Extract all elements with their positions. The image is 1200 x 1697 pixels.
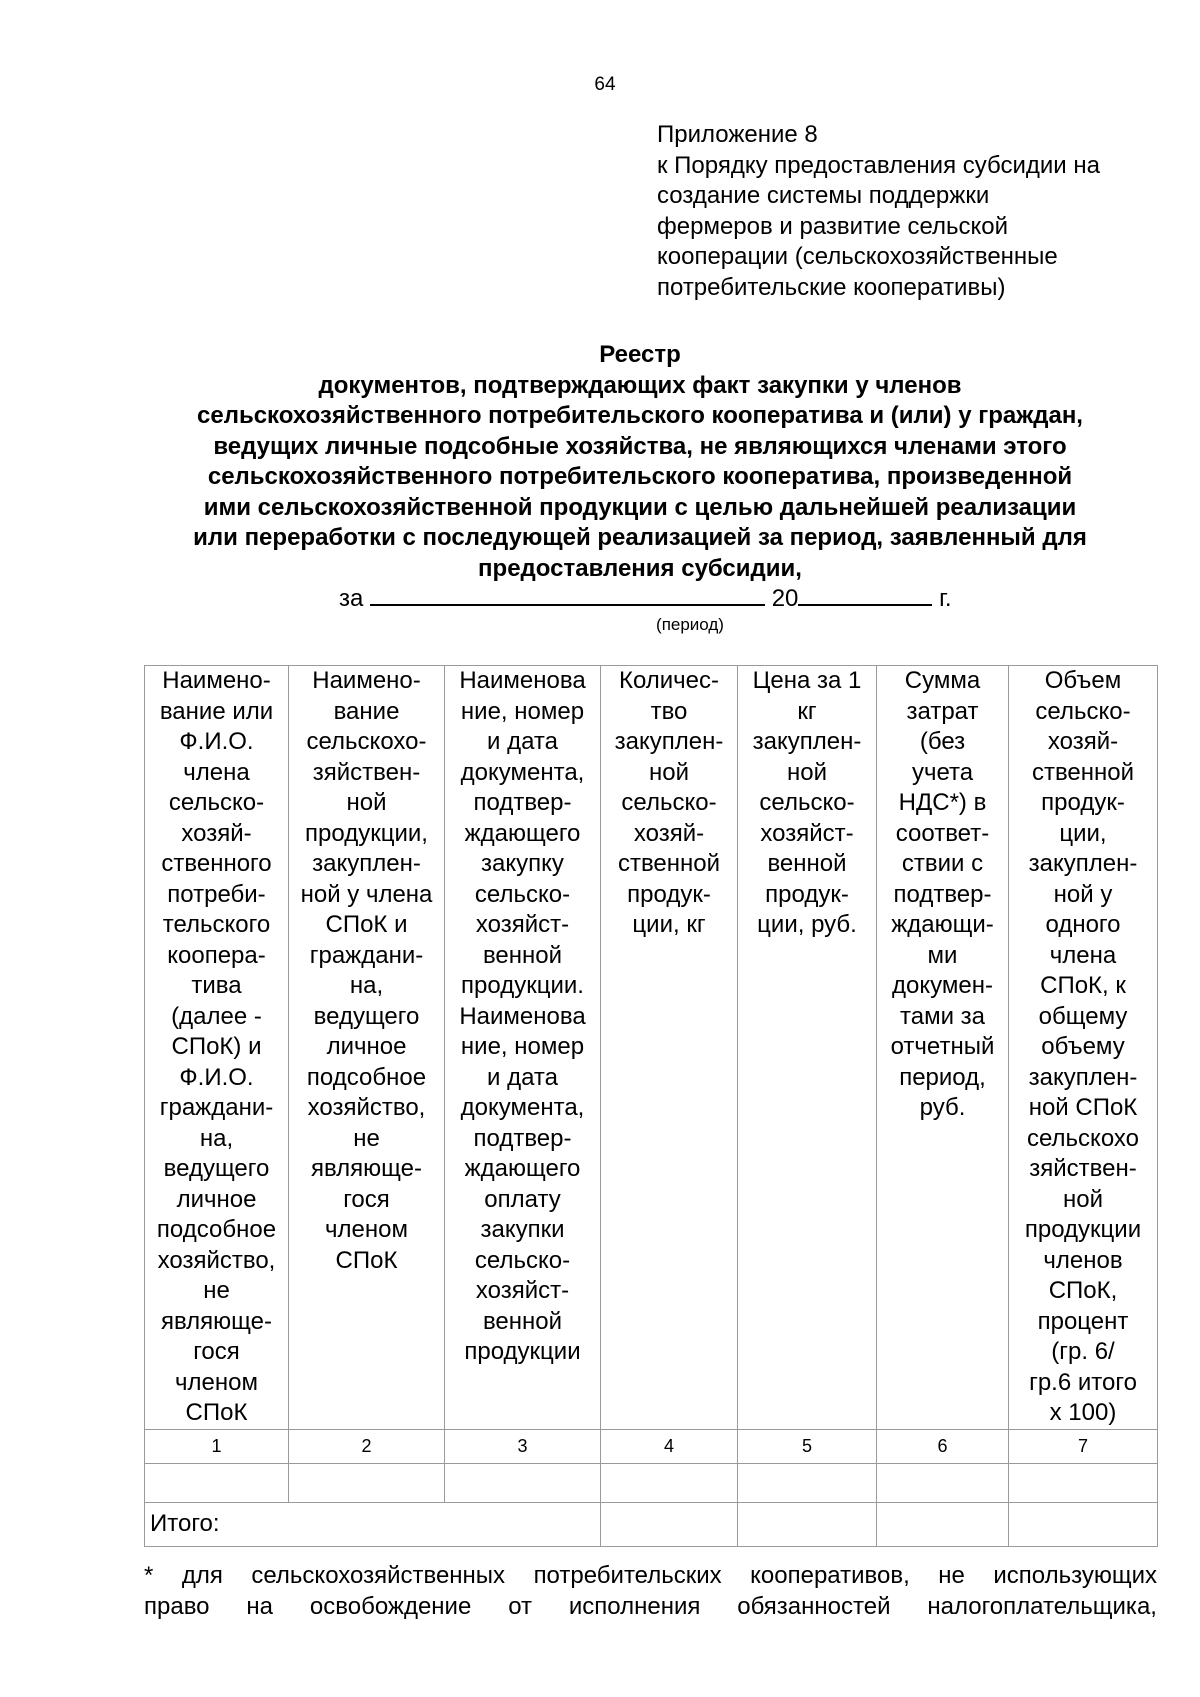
footnote-word: от [508,1593,532,1620]
column-header-line: докумен- [892,972,993,999]
column-header-line: продук- [765,880,849,908]
table-cell[interactable] [289,1463,445,1502]
column-header-line: сельско- [759,789,855,816]
column-header-line: тво [650,697,688,725]
column-header-line: венной [482,941,563,969]
column-header-line: ной [648,758,689,786]
column-header-line: СПоК [335,1246,398,1274]
column-header [877,666,1009,1430]
column-header-line: ние, номер [460,697,585,725]
period-line [339,582,952,614]
column-header-line: ственной [1031,758,1135,786]
footnote-word: не [938,1562,965,1589]
column-header [601,666,738,1430]
appendix-line: к Порядку предоставления субсидии на [657,151,1100,179]
footnote-word: на [246,1593,274,1620]
column-header-line: хозяй- [633,819,705,847]
total-row [145,1502,1158,1546]
year-blank[interactable] [798,582,932,606]
column-header-line: члена [183,758,250,786]
column-header-line: общему [1038,1002,1128,1030]
column-header-line: х 100) [1049,1399,1117,1426]
table-cell[interactable] [601,1463,738,1502]
column-header-line: одного [1045,911,1121,938]
column-header-line: период, [899,1063,986,1091]
title-line: сельскохозяйственного потребительского кооператива и (или) у граждан, [197,402,1083,429]
footnote-word: использующих [993,1562,1157,1589]
column-header-line: ждающего [464,819,581,847]
column-header-line: закупку [481,850,564,877]
page-number: 64 [594,74,616,95]
period-suffix: г. [939,585,952,612]
column-header-line: ной [786,758,827,786]
footnote-word: налогоплательщика, [927,1593,1157,1620]
footnote-word: для [181,1562,223,1589]
column-header-line: подтвер- [473,789,572,816]
column-header-line: учета [911,758,974,786]
column-header-line: потреби- [167,880,266,908]
column-header-line: хозяйство, [307,1094,426,1121]
column-header [145,666,289,1430]
column-header-line: Ф.И.О. [179,728,254,755]
column-header-line: Ф.И.О. [179,1063,254,1091]
column-header-line: закуплен- [1028,1063,1138,1091]
column-header-line: оплату [484,1185,561,1213]
column-number: 5 [738,1429,877,1463]
column-header-line: ции, кг [632,911,706,938]
column-header-line: Наимено- [162,667,271,694]
footnote-word: право [144,1593,210,1620]
column-header-line: продукции. [461,972,584,999]
column-header-line: ждающи- [891,911,994,938]
column-header-line: СПоК [185,1399,248,1426]
column-header-line: ведущего [313,1002,420,1030]
total-cell[interactable] [1009,1502,1158,1546]
column-header-line: ной [346,789,387,816]
appendix-line: фермеров и развитие сельской [657,212,1009,240]
column-header [1009,666,1158,1430]
column-numbers-row [145,1429,1158,1463]
column-header [738,666,877,1430]
column-header-line: продук- [1041,789,1125,816]
column-header-line: гося [193,1338,240,1365]
column-header-line: СПоК, к [1040,972,1126,999]
table-cell[interactable] [145,1463,289,1502]
table-cell[interactable] [1009,1463,1158,1502]
column-header-line: кг [797,697,817,725]
column-header-line: Количес- [618,667,720,694]
column-number: 1 [145,1429,289,1463]
column-header-line: НДС*) в [898,789,987,816]
registry-table [144,665,1158,1547]
column-header-line: ции, руб. [757,911,857,938]
column-number: 3 [445,1429,601,1463]
total-cell[interactable] [877,1502,1009,1546]
column-header-line: продукции, [305,819,428,847]
appendix-header [657,120,1177,303]
title-line: предоставления субсидии, [478,554,802,582]
column-header-line: подтвер- [893,880,992,908]
column-header-line: сельско- [474,1246,571,1274]
title-line: сельскохозяйственного потребительского кооператива, произведенной [207,463,1073,490]
footnote-line-2 [144,1591,1157,1622]
column-header-line: являюще- [310,1155,422,1182]
column-header-line: зяйствен- [312,758,421,786]
footnote-word: обязанностей [737,1593,891,1620]
table-row [145,1463,1158,1502]
column-header-line: на, [349,972,384,999]
column-header-line: сельскохо [1027,1124,1139,1152]
column-header-line: подсобное [306,1063,427,1091]
column-header-line: не [353,1124,380,1152]
column-header-line: венной [767,850,847,877]
column-header-line: закупки [480,1216,565,1243]
appendix-line: создание системы поддержки [657,182,990,209]
footnote [144,1560,1157,1622]
column-header-line: являюще- [160,1307,272,1335]
footnote-word: * [144,1562,154,1589]
column-header-line: (гр. 6/ [1051,1338,1115,1365]
column-header-line: граждани- [309,941,424,969]
total-label: Итого: [145,1502,601,1546]
column-header-line: СПоК) и [171,1033,262,1060]
column-header-line: сельско- [474,880,571,908]
document-title [140,340,1140,584]
column-header-line: членом [325,1216,408,1243]
column-header-line: отчетный [890,1033,995,1060]
column-header-line: хозяй- [1047,728,1119,755]
column-header [445,666,601,1430]
column-header-line: объему [1041,1033,1125,1060]
footnote-word: кооперативов, [750,1562,910,1589]
column-header-line: ждающего [464,1155,581,1182]
column-header-line: продук- [627,880,711,908]
column-header-line: Наименова [459,1002,586,1030]
column-header-line: хозяйство, [157,1246,276,1274]
period-hint: (период) [656,615,724,634]
column-header-line: ствии с [901,850,984,877]
column-header-line: руб. [919,1094,966,1121]
column-header-line: ственного [161,850,272,877]
appendix-line: потребительские кооперативы) [657,273,1006,301]
column-header-line: СПоК, [1048,1277,1118,1304]
footnote-word: потребительских [533,1562,722,1589]
table-cell[interactable] [738,1463,877,1502]
title-line: документов, подтверждающих факт закупки у членов [318,371,962,399]
appendix-line: кооперации (сельскохозяйственные [657,243,1058,270]
column-header-line: Наимено- [312,667,421,694]
column-header-line: личное [326,1033,407,1060]
title-line: ими сельскохозяйственной продукции с целью дальнейшей реализации [203,493,1077,521]
column-header-line: продукции [1024,1216,1142,1243]
title-line: или переработки с последующей реализацией за период, заявленный для [193,524,1087,551]
column-header-line: ми [927,941,958,969]
column-header-line: Наименова [459,667,586,694]
column-header-line: тельского [162,911,271,938]
column-header-line: зяйствен- [1029,1155,1137,1182]
column-header-line: хозяйст- [760,819,854,847]
column-header-line: сельско- [621,789,717,816]
column-header-line: тами за [900,1002,985,1030]
column-header-line: процент [1037,1307,1129,1335]
column-header-line: соответ- [895,819,990,847]
total-cell[interactable] [601,1502,738,1546]
column-header-line: и дата [487,1063,558,1091]
column-header-line: на, [199,1124,234,1152]
column-header-line: (без [919,728,966,755]
footnote-line-1 [144,1560,1157,1591]
column-header-line: хозяй- [181,819,252,847]
column-header [289,666,445,1430]
column-number: 6 [877,1429,1009,1463]
column-number: 2 [289,1429,445,1463]
column-header-line: подтвер- [473,1124,572,1152]
column-header-line: закуплен- [312,850,421,877]
column-number: 7 [1009,1429,1158,1463]
column-number: 4 [601,1429,738,1463]
table-cell[interactable] [445,1463,601,1502]
period-blank[interactable] [370,582,765,606]
footnote-word: исполнения [568,1593,701,1620]
column-header-line: продукции [464,1338,581,1365]
column-header-line: документа, [460,1094,585,1121]
column-header-line: сельско- [168,789,265,816]
column-header-line: ной у [1053,880,1113,908]
column-header-line: сельско- [1035,697,1131,725]
column-header-line: документа, [460,758,585,786]
column-header-line: (далее - [171,1002,262,1030]
column-header-line: коопера- [167,941,266,969]
total-cell[interactable] [738,1502,877,1546]
column-header-line: закуплен- [1028,850,1138,877]
column-header-line: закуплен- [752,728,862,755]
table-cell[interactable] [877,1463,1009,1502]
column-header-line: закуплен- [614,728,724,755]
period-year-prefix: 20 [771,585,799,612]
column-header-line: членом [175,1368,258,1396]
column-header-line: тива [191,972,242,999]
period-prefix: за [339,585,364,612]
column-header-line: гося [343,1185,390,1213]
appendix-line: Приложение 8 [657,121,818,148]
column-header-line: Объем [1044,667,1122,694]
title-line: ведущих личные подсобные хозяйства, не являющихся членами этого [213,432,1067,460]
column-header-line: подсобное [156,1216,277,1243]
column-header-line: СПоК и [325,911,408,938]
column-header-line: члена [1049,941,1117,969]
column-header-line: членов [1043,1246,1123,1274]
column-header-line: ной [1062,1185,1103,1213]
column-header-line: затрат [906,697,979,725]
column-header-line: венной [482,1307,563,1335]
column-header-line: ции, [1059,819,1107,847]
column-header-line: сельскохо- [306,728,427,755]
column-header-line: гр.6 итого [1029,1368,1137,1396]
column-header-line: Сумма [904,667,981,694]
column-header-line: хозяйст- [475,911,570,938]
column-header-line: не [203,1277,230,1304]
column-header-line: вание [333,697,400,725]
footnote-word: освобождение [309,1593,472,1620]
title-line: Реестр [599,341,681,368]
column-header-line: ние, номер [460,1033,585,1060]
column-header-line: и дата [487,728,558,755]
column-header-line: личное [176,1185,257,1213]
column-header-line: хозяйст- [475,1277,570,1304]
footnote-word: сельскохозяйственных [251,1562,506,1589]
column-header-line: граждани- [159,1094,274,1121]
column-header-line: ной у члена [300,880,433,908]
column-header-line: ведущего [163,1155,270,1182]
column-header-line: вание или [159,697,274,725]
column-header-line: Цена за 1 [752,667,862,694]
table-header-row [145,666,1158,1430]
column-header-line: ной СПоК [1028,1094,1138,1121]
column-header-line: ственной [617,850,721,877]
